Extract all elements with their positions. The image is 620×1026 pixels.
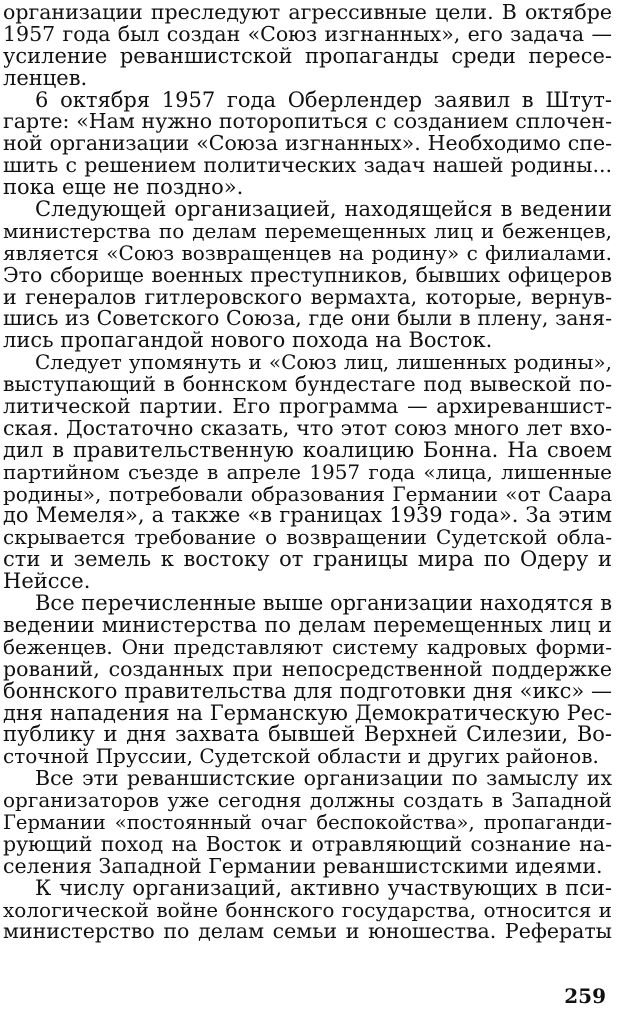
text-line: рований, созданных при непосредственной поддержке <box>3 656 612 681</box>
text-line: дил в правительственную коалицию Бонна. На своем <box>3 437 612 462</box>
text-line: Нейссе. <box>3 569 91 594</box>
text-line: ская. Достаточно сказать, что этот союз много лет вхо- <box>3 415 612 440</box>
text-line: Это сборище военных преступников, бывших офицеров <box>3 262 612 287</box>
text-line: Следующей организацией, находящейся в ведении <box>35 197 612 222</box>
paragraph <box>3 199 612 352</box>
text-line: публику и дня захвата бывшей Верхней Силезии, Во- <box>3 722 612 747</box>
paragraph <box>3 352 612 593</box>
text-line: беженцев. Они представляют систему кадровых форми- <box>3 634 612 659</box>
text-line: литической партии. Его программа — архиреваншист- <box>3 394 612 419</box>
paragraph <box>3 87 612 200</box>
text-line: шить с решением политических задач нашей родины... <box>3 153 612 178</box>
text-line: шись из Советского Союза, где они были в плену, заня- <box>3 306 612 331</box>
text-line: гарте: «Нам нужно поторопиться с созданием сплочен- <box>3 109 612 134</box>
text-line: Следует упомянуть и «Союз лиц, лишенных родины», <box>35 350 612 375</box>
text-line: хологической войне боннского государства, относится и <box>3 897 612 922</box>
text-line: ной организации «Союза изгнанных». Необходимо спе- <box>3 131 612 156</box>
text-line: ленцев. <box>3 65 88 90</box>
text-line: Германии «постоянный очаг беспокойства», пропаганди- <box>3 810 612 834</box>
paragraph <box>3 593 612 768</box>
paragraph <box>3 2 612 90</box>
text-line: Все перечисленные выше организации находятся в <box>35 591 613 616</box>
text-line: до Мемеля», а также «в границах 1939 года». За этим <box>3 503 612 528</box>
text-line: организации преследуют агрессивные цели. В октябре <box>3 0 612 24</box>
text-line: скрывается требование о возвращении Судетской обла- <box>3 525 612 550</box>
paragraph <box>3 768 612 877</box>
text-line: усиление реваншистской пропаганды среди пересе- <box>3 43 612 68</box>
text-line: пока еще не поздно». <box>3 175 244 200</box>
text-line: министерство по делам семьи и юношества. Рефераты <box>3 919 612 944</box>
text-line: лись пропагандой нового похода на Восток. <box>3 328 493 353</box>
paragraph <box>3 875 612 944</box>
text-line: Все эти реваншистские организации по замыслу их <box>35 766 612 791</box>
text-line: ведении министерства по делам перемещенных лиц и <box>3 612 612 637</box>
text-line: выступающий в боннском бундестаге под вывеской по- <box>3 372 612 397</box>
text-line: является «Союз возвращенцев на родину» с филиалами. <box>3 240 612 265</box>
text-line: и генералов гитлеровского вермахта, которые, вернув- <box>3 284 612 309</box>
text-line: родины», потребовали образования Германии «от Саара <box>3 481 612 506</box>
text-line: дня нападения на Германскую Демократическую Рес- <box>3 700 612 725</box>
text-line: 6 октября 1957 года Оберлендер заявил в Штут- <box>35 87 612 112</box>
text-line: К числу организаций, активно участвующих в пси- <box>35 875 612 900</box>
page-number: 259 <box>564 984 606 1008</box>
text-line: сти и земель к востоку от границы мира по Одеру и <box>3 547 612 572</box>
text-line: боннского правительства для подготовки дня «икс» — <box>3 678 612 703</box>
text-line: организаторов уже сегодня должны создать в Западной <box>3 788 612 813</box>
text-line: рующий поход на Восток и отравляющий сознание на- <box>3 831 612 856</box>
text-line: министерства по делам перемещенных лиц и беженцев, <box>3 218 612 243</box>
text-line: партийном съезде в апреле 1957 года «лица, лишенные <box>3 459 612 484</box>
text-line: сточной Пруссии, Судетской области и других районов. <box>3 744 599 769</box>
text-line: селения Западной Германии реваншистскими идеями. <box>3 853 603 878</box>
text-line: 1957 года был создан «Союз изгнанных», его задача — <box>3 21 612 46</box>
page-body-text <box>3 2 612 943</box>
